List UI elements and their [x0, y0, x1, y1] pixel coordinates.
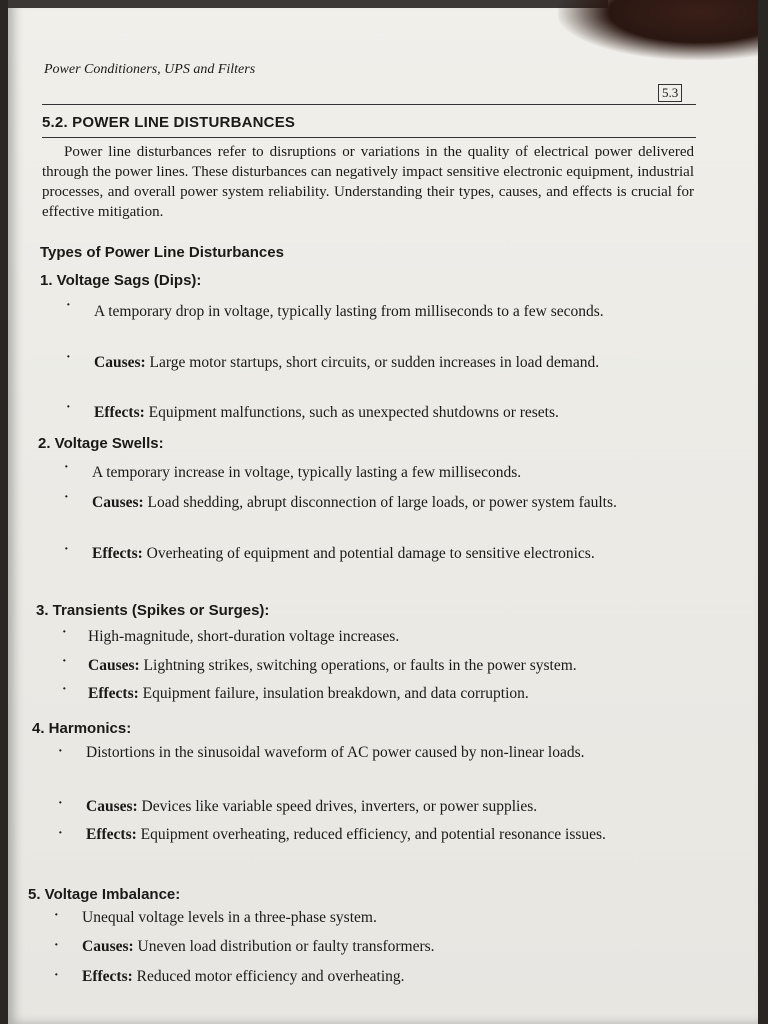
bullet: · — [58, 796, 63, 811]
intro-paragraph: Power line disturbances refer to disruptions or variations in the quality of electrical power delivered through the power lines. These disturbances can negatively impact sensitive electronic equipment, industrial processes, and overall power system reliability. Understanding their types, causes, and effects is crucial for effective mitigation. — [42, 144, 694, 220]
page-number: 5.3 — [658, 84, 682, 102]
types-heading: Types of Power Line Disturbances — [40, 244, 284, 261]
thumb-shadow — [558, 0, 758, 60]
bullet: · — [62, 625, 67, 640]
list-item: Effects: Reduced motor efficiency and overheating. — [82, 968, 405, 985]
heading-transients: 3. Transients (Spikes or Surges): — [36, 602, 270, 619]
bullet: · — [66, 298, 71, 313]
list-item: Causes: Lightning strikes, switching operations, or faults in the power system. — [88, 657, 577, 674]
list-item: Effects: Equipment failure, insulation breakdown, and data corruption. — [88, 685, 529, 702]
running-header: Power Conditioners, UPS and Filters — [44, 62, 256, 77]
bullet: · — [58, 744, 63, 759]
section-rule — [42, 137, 696, 138]
list-item: Causes: Uneven load distribution or faulty transformers. — [82, 938, 435, 955]
list-item: Effects: Overheating of equipment and potential damage to sensitive electronics. — [92, 545, 595, 562]
list-item: Causes: Devices like variable speed drives, inverters, or power supplies. — [86, 798, 538, 815]
bullet: · — [54, 938, 59, 953]
list-item: High-magnitude, short-duration voltage increases. — [88, 628, 400, 645]
book-page — [8, 0, 758, 1024]
bullet: · — [58, 826, 63, 841]
bullet: · — [62, 654, 67, 669]
list-item: Causes: Large motor startups, short circuits, or sudden increases in load demand. — [94, 354, 600, 371]
bullet: · — [66, 400, 71, 415]
list-item: A temporary drop in voltage, typically lasting from milliseconds to a few seconds. — [94, 303, 604, 320]
bullet: · — [54, 968, 59, 983]
heading-harmonics: 4. Harmonics: — [32, 720, 132, 737]
header-rule — [42, 104, 696, 105]
bullet: · — [62, 682, 67, 697]
bullet: · — [64, 490, 69, 505]
heading-voltage-swells: 2. Voltage Swells: — [38, 435, 164, 452]
list-item: Effects: Equipment malfunctions, such as unexpected shutdowns or resets. — [94, 404, 559, 421]
bullet: · — [54, 908, 59, 923]
bullet: · — [66, 350, 71, 365]
list-item: Causes: Load shedding, abrupt disconnection of large loads, or power system faults. — [92, 494, 617, 511]
list-item: Unequal voltage levels in a three-phase system. — [82, 909, 377, 926]
page-top-shadow — [8, 0, 608, 8]
list-item: A temporary increase in voltage, typically lasting a few milliseconds. — [92, 464, 522, 481]
heading-voltage-sags: 1. Voltage Sags (Dips): — [40, 272, 202, 289]
list-item: Effects: Equipment overheating, reduced efficiency, and potential resonance issues. — [86, 826, 606, 843]
bullet: · — [64, 460, 69, 475]
list-item: Distortions in the sinusoidal waveform of AC power caused by non-linear loads. — [86, 744, 585, 761]
section-title: 5.2. POWER LINE DISTURBANCES — [42, 114, 296, 131]
heading-voltage-imbalance: 5. Voltage Imbalance: — [28, 886, 181, 903]
bullet: · — [64, 542, 69, 557]
